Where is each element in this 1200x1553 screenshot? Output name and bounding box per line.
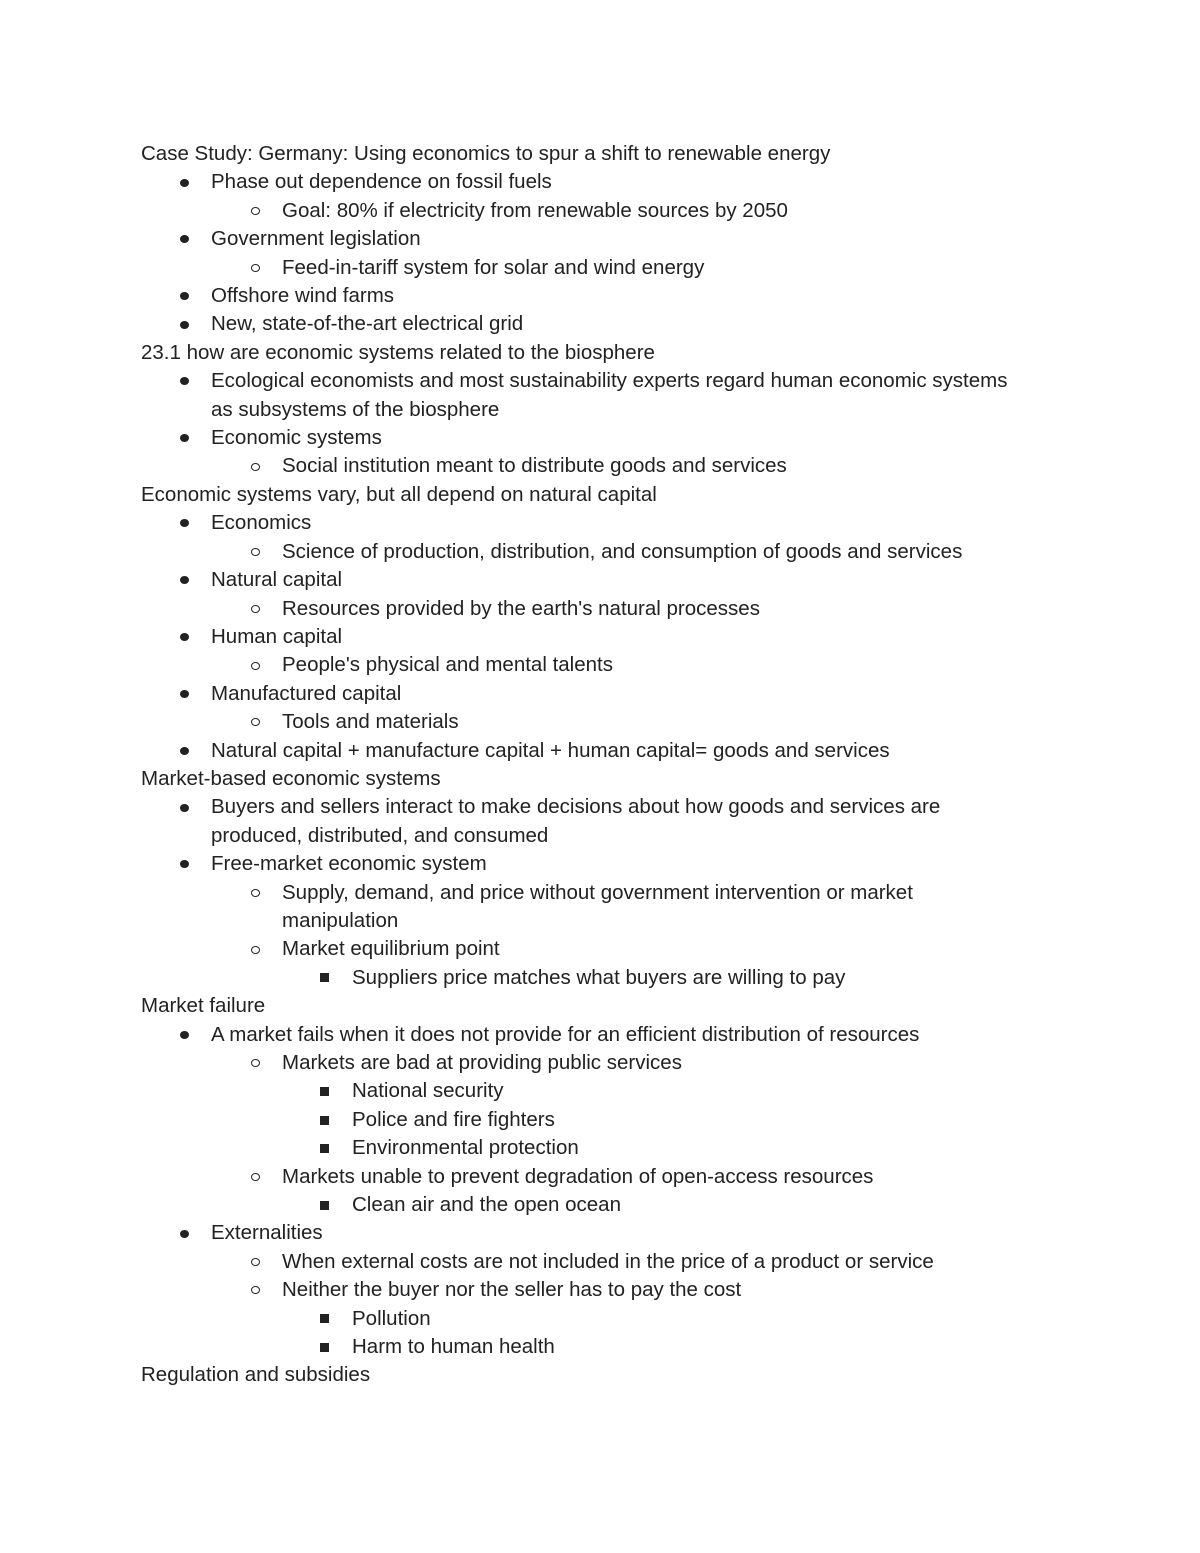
list-item	[0, 1305, 1200, 1333]
list-item	[0, 964, 1200, 992]
list-item	[0, 1106, 1200, 1134]
list-item	[0, 452, 1200, 480]
bullet-dot-icon	[177, 680, 191, 708]
bullet-dot-icon	[177, 509, 191, 537]
line-text: Harm to human health	[352, 1335, 555, 1359]
list-item	[0, 1333, 1200, 1361]
line-text: Case Study: Germany: Using economics to spur a shift to renewable energy	[141, 142, 831, 165]
line-text: Buyers and sellers interact to make decisions about how goods and services are	[211, 795, 941, 819]
list-item-continuation	[0, 907, 1200, 935]
section-heading	[0, 481, 1200, 509]
line-text: Pollution	[352, 1306, 431, 1330]
document-body	[0, 140, 1200, 1390]
list-item	[0, 1248, 1200, 1276]
line-text: Resources provided by the earth's natural processes	[282, 596, 760, 620]
list-item	[0, 1276, 1200, 1304]
list-item	[0, 1021, 1200, 1049]
line-text: manipulation	[282, 908, 399, 932]
bullet-circle-icon	[248, 935, 262, 963]
line-text: Ecological economists and most sustainability experts regard human economic systems	[211, 369, 1008, 393]
line-text: Social institution meant to distribute goods and services	[282, 454, 787, 478]
bullet-square-icon	[317, 964, 331, 992]
list-item	[0, 254, 1200, 282]
line-text: Manufactured capital	[211, 681, 402, 705]
list-item	[0, 935, 1200, 963]
line-text: Feed-in-tariff system for solar and wind energy	[282, 255, 705, 279]
line-text: Natural capital + manufacture capital + human capital= goods and services	[211, 738, 890, 762]
line-text: Police and fire fighters	[352, 1107, 555, 1131]
line-text: Market-based economic systems	[141, 766, 441, 790]
line-text: Tools and materials	[282, 710, 459, 734]
line-text: A market fails when it does not provide for an efficient distribution of resources	[211, 1022, 920, 1046]
list-item-continuation	[0, 396, 1200, 424]
list-item	[0, 424, 1200, 452]
bullet-dot-icon	[177, 424, 191, 452]
bullet-dot-icon	[177, 850, 191, 878]
line-text: People's physical and mental talents	[282, 653, 613, 677]
line-text: Clean air and the open ocean	[352, 1193, 621, 1217]
line-text: Externalities	[211, 1221, 323, 1245]
bullet-dot-icon	[177, 1021, 191, 1049]
list-item	[0, 1134, 1200, 1162]
bullet-circle-icon	[248, 1163, 262, 1191]
bullet-dot-icon	[177, 793, 191, 821]
section-heading	[0, 339, 1200, 367]
bullet-dot-icon	[177, 310, 191, 338]
list-item	[0, 225, 1200, 253]
bullet-circle-icon	[248, 595, 262, 623]
bullet-square-icon	[317, 1077, 331, 1105]
section-heading	[0, 140, 1200, 168]
line-text: Science of production, distribution, and consumption of goods and services	[282, 539, 963, 563]
bullet-dot-icon	[177, 282, 191, 310]
bullet-dot-icon	[177, 1219, 191, 1247]
bullet-dot-icon	[177, 737, 191, 765]
line-text: Free-market economic system	[211, 852, 487, 876]
bullet-circle-icon	[248, 708, 262, 736]
line-text: New, state-of-the-art electrical grid	[211, 312, 524, 336]
bullet-dot-icon	[177, 168, 191, 196]
bullet-dot-icon	[177, 367, 191, 395]
bullet-circle-icon	[248, 197, 262, 225]
line-text: Offshore wind farms	[211, 284, 395, 308]
list-item	[0, 1219, 1200, 1247]
list-item	[0, 680, 1200, 708]
list-item	[0, 651, 1200, 679]
line-text: Suppliers price matches what buyers are willing to pay	[352, 965, 846, 989]
list-item	[0, 850, 1200, 878]
line-text: Neither the buyer nor the seller has to pay the cost	[282, 1278, 742, 1302]
line-text: Human capital	[211, 624, 343, 648]
section-heading	[0, 1361, 1200, 1389]
bullet-circle-icon	[248, 1248, 262, 1276]
line-text: Phase out dependence on fossil fuels	[211, 170, 552, 194]
section-heading	[0, 765, 1200, 793]
line-text: Natural capital	[211, 568, 343, 592]
line-text: Regulation and subsidies	[141, 1363, 371, 1387]
line-text: Goal: 80% if electricity from renewable sources by 2050	[282, 198, 788, 222]
bullet-circle-icon	[248, 1049, 262, 1077]
list-item	[0, 310, 1200, 338]
list-item	[0, 538, 1200, 566]
line-text: Environmental protection	[352, 1136, 579, 1160]
bullet-circle-icon	[248, 1276, 262, 1304]
list-item	[0, 197, 1200, 225]
list-item	[0, 168, 1200, 196]
list-item-continuation	[0, 822, 1200, 850]
list-item	[0, 879, 1200, 907]
list-item	[0, 1163, 1200, 1191]
list-item	[0, 737, 1200, 765]
line-text: 23.1 how are economic systems related to the biosphere	[141, 340, 655, 364]
line-text: When external costs are not included in the price of a product or service	[282, 1249, 934, 1273]
list-item	[0, 1077, 1200, 1105]
line-text: Supply, demand, and price without government intervention or market	[282, 880, 913, 904]
bullet-dot-icon	[177, 225, 191, 253]
bullet-circle-icon	[248, 538, 262, 566]
bullet-circle-icon	[248, 879, 262, 907]
list-item	[0, 367, 1200, 395]
bullet-square-icon	[317, 1333, 331, 1361]
line-text: Market failure	[141, 994, 266, 1018]
list-item	[0, 566, 1200, 594]
list-item	[0, 282, 1200, 310]
line-text: Market equilibrium point	[282, 937, 500, 961]
line-text: Markets are bad at providing public services	[282, 1051, 682, 1074]
line-text: National security	[352, 1079, 504, 1103]
bullet-square-icon	[317, 1106, 331, 1134]
line-text: Economics	[211, 511, 312, 535]
line-text: produced, distributed, and consumed	[211, 823, 549, 847]
bullet-square-icon	[317, 1305, 331, 1333]
list-item	[0, 509, 1200, 537]
bullet-circle-icon	[248, 651, 262, 679]
section-heading	[0, 992, 1200, 1020]
bullet-circle-icon	[248, 254, 262, 282]
list-item	[0, 623, 1200, 651]
bullet-dot-icon	[177, 623, 191, 651]
list-item	[0, 708, 1200, 736]
line-text: as subsystems of the biosphere	[211, 397, 500, 421]
line-text: Government legislation	[211, 227, 421, 251]
bullet-square-icon	[317, 1191, 331, 1219]
bullet-circle-icon	[248, 452, 262, 480]
list-item	[0, 793, 1200, 821]
list-item	[0, 595, 1200, 623]
line-text: Economic systems vary, but all depend on natural capital	[141, 482, 657, 506]
list-item	[0, 1191, 1200, 1219]
list-item	[0, 1049, 1200, 1077]
bullet-dot-icon	[177, 566, 191, 594]
line-text: Economic systems	[211, 426, 382, 450]
line-text: Markets unable to prevent degradation of open-access resources	[282, 1164, 874, 1188]
bullet-square-icon	[317, 1134, 331, 1162]
